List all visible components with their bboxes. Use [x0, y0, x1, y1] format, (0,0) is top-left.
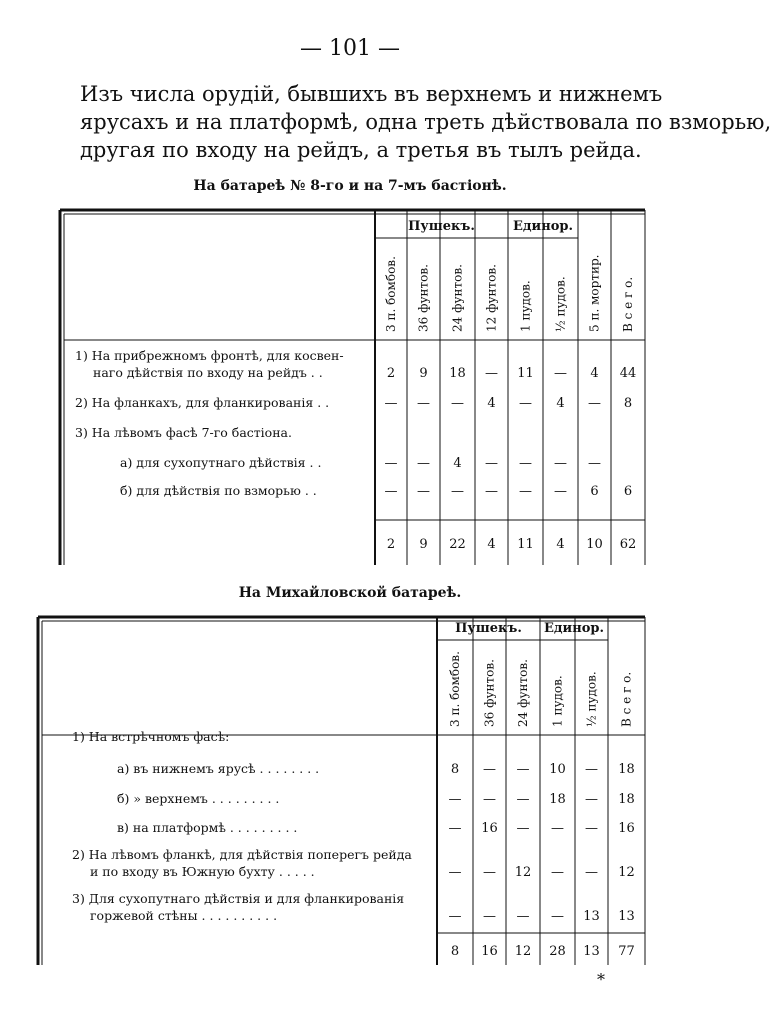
column-header: 36 фунтов. — [416, 264, 431, 332]
table-cell: — — [554, 484, 567, 499]
table-cell: 6 — [623, 484, 633, 499]
group-header: Единор. — [543, 621, 605, 636]
table-cell: — — [588, 396, 601, 411]
column-header: 1 пудов. — [550, 675, 565, 727]
table-cell: — — [585, 762, 598, 777]
intro-line: ярусахъ и на платформѣ, одна треть дѣйствовала по взморью, — [80, 110, 771, 134]
intro-line: Изъ числа орудій, бывшихъ въ верхнемъ и нижнемъ — [80, 82, 663, 106]
table1-caption: На батареѣ № 8-го и на 7-мъ бастіонѣ. — [193, 178, 507, 194]
intro-line: другая по входу на рейдъ, а третья въ тылъ рейда. — [80, 138, 642, 162]
row-label: а) для сухопутнаго дѣйствія . . — [120, 455, 322, 470]
table-cell: — — [585, 792, 598, 807]
total-cell: 28 — [549, 944, 566, 959]
row-label: б) » верхнемъ . . . . . . . . . — [117, 791, 280, 806]
row-label: 3) На лѣвомъ фасѣ 7-го бастіона. — [75, 425, 292, 440]
column-header: 3 п. бомбов. — [384, 256, 398, 332]
group-header: Пушекъ. — [455, 621, 522, 636]
table-cell: — — [519, 396, 532, 411]
table-cell: — — [448, 792, 462, 807]
column-header: В с е г о. — [619, 671, 634, 727]
group-header: Пушекъ. — [408, 219, 475, 234]
row-label: наго дѣйствія по входу на рейдъ . . — [93, 365, 323, 380]
table-cell: 18 — [449, 366, 466, 381]
row-label: б) для дѣйствія по взморью . . — [120, 483, 317, 498]
table-cell: — — [485, 366, 498, 381]
row-label: 2) На лѣвомъ фланкѣ, для дѣйствія поперегъ рейда — [72, 847, 412, 862]
total-cell: 2 — [386, 537, 396, 552]
table-cell: 4 — [487, 396, 496, 411]
row-label: 2) На фланкахъ, для фланкированія . . — [75, 395, 330, 410]
table-cell: — — [485, 484, 498, 499]
table-cell: 4 — [556, 396, 565, 411]
row-label: 1) На прибрежномъ фронтѣ, для косвен- — [75, 348, 344, 363]
table-cell: — — [551, 909, 564, 924]
row-label: 1) На встрѣчномъ фасѣ: — [72, 729, 230, 744]
column-header: В с е г о. — [621, 276, 635, 332]
table-cell: — — [519, 456, 532, 471]
table-cell: 16 — [618, 821, 635, 836]
table-cell: — — [451, 396, 464, 411]
table-cell: — — [384, 396, 398, 411]
table-cell: 8 — [623, 396, 633, 411]
column-header: 5 п. мортир. — [587, 254, 602, 332]
table-cell: 10 — [549, 762, 566, 777]
table-cell: 18 — [618, 762, 635, 777]
page-number: — 101 — — [300, 36, 400, 61]
table-cell: — — [417, 396, 430, 411]
table-cell: — — [516, 909, 530, 924]
table-cell: — — [448, 865, 462, 880]
row-label: горжевой стѣны . . . . . . . . . . — [90, 908, 278, 923]
table-cell: — — [448, 909, 462, 924]
total-cell: 62 — [619, 537, 637, 552]
table-cell: — — [585, 821, 598, 836]
table-cell: 11 — [517, 366, 534, 381]
total-cell: 77 — [618, 944, 635, 959]
total-cell: 10 — [586, 537, 603, 552]
total-cell: 11 — [517, 537, 534, 552]
table-cell: — — [483, 762, 496, 777]
table-cell: 13 — [583, 909, 600, 924]
table-cell: — — [483, 909, 496, 924]
table-cell: 16 — [481, 821, 498, 836]
total-cell: 8 — [450, 944, 460, 959]
table-cell: 13 — [618, 909, 635, 924]
table-cell: 6 — [590, 484, 599, 499]
total-cell: 16 — [481, 944, 498, 959]
table-cell: — — [417, 456, 430, 471]
table-cell: 8 — [450, 762, 460, 777]
table-cell: — — [551, 865, 564, 880]
table-cell: — — [485, 456, 498, 471]
table-cell: — — [516, 762, 530, 777]
table-cell: 12 — [514, 865, 532, 880]
total-cell: 4 — [487, 537, 496, 552]
table-cell: — — [519, 484, 532, 499]
table-cell: — — [588, 456, 601, 471]
column-header: 24 фунтов. — [516, 659, 530, 727]
table-cell: — — [384, 484, 398, 499]
column-header: 36 фунтов. — [482, 659, 497, 727]
table-cell: 4 — [453, 456, 462, 471]
table-cell: 44 — [619, 366, 637, 381]
column-header: 1 пудов. — [518, 280, 533, 332]
total-cell: 22 — [449, 537, 466, 552]
row-label: в) на платформѣ . . . . . . . . . — [117, 820, 298, 835]
row-label: 3) Для сухопутнаго дѣйствія и для фланкированія — [72, 891, 405, 906]
group-header: Единор. — [512, 219, 574, 234]
table-cell: 18 — [618, 792, 635, 807]
table-cell: — — [483, 865, 496, 880]
table-cell: — — [384, 456, 398, 471]
total-cell: 9 — [419, 537, 428, 552]
total-cell: 4 — [556, 537, 565, 552]
table-cell: — — [417, 484, 430, 499]
table-cell: — — [554, 366, 567, 381]
table-cell: 2 — [386, 366, 396, 381]
total-cell: 12 — [514, 944, 532, 959]
table-cell: — — [554, 456, 567, 471]
column-header: 24 фунтов. — [450, 264, 465, 332]
table-cell: — — [585, 865, 598, 880]
table-cell: 12 — [618, 865, 635, 880]
column-header: 12 фунтов. — [484, 264, 499, 332]
column-header: ½ пудов. — [584, 671, 599, 727]
table-cell: — — [451, 484, 464, 499]
row-label: и по входу въ Южную бухту . . . . . — [90, 864, 315, 879]
table-cell: — — [551, 821, 564, 836]
row-label: а) въ нижнемъ ярусѣ . . . . . . . . — [117, 761, 320, 776]
table-cell: — — [516, 792, 530, 807]
total-cell: 13 — [583, 944, 600, 959]
table-cell: 9 — [419, 366, 428, 381]
table-cell: — — [516, 821, 530, 836]
table2-caption: На Михайловской батареѣ. — [238, 585, 462, 601]
table-cell: — — [483, 792, 496, 807]
table-cell: — — [448, 821, 462, 836]
column-header: 3 п. бомбов. — [448, 651, 462, 727]
footnote-mark: * — [597, 970, 605, 989]
table-cell: 18 — [549, 792, 566, 807]
column-header: ½ пудов. — [553, 276, 568, 332]
table-cell: 4 — [590, 366, 599, 381]
